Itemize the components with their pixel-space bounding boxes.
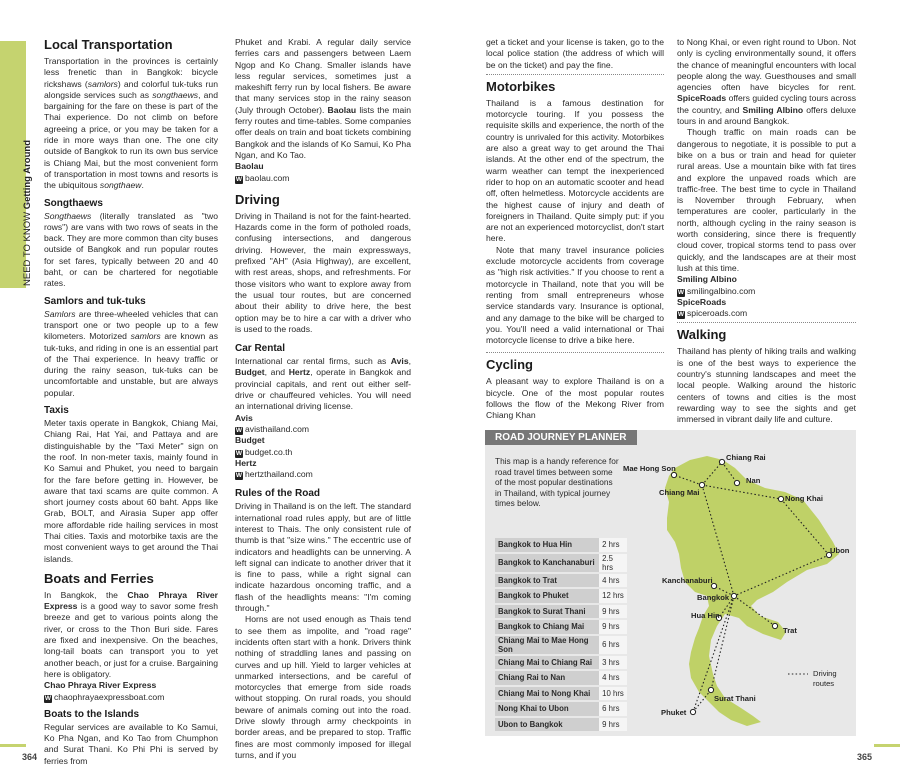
journey-route: Bangkok to Phuket (495, 588, 599, 604)
journey-row (495, 701, 627, 717)
section-divider (486, 74, 664, 75)
listing-avis-name: Avis (235, 412, 253, 423)
heading-cycling: Cycling (486, 357, 533, 373)
city-label-hua-hin: Hua Hin (691, 611, 720, 620)
listing-spiceroads-name: SpiceRoads (677, 296, 727, 307)
islands-paragraph: Regular services are available to Ko Samui, Ko Pha Ngan, and Ko Tao from Chumphon and Surat Thani. Ko Phi Phi is served by ferries from (44, 721, 218, 766)
heading-boats-ferries: Boats and Ferries (44, 570, 154, 586)
heading-taxis: Taxis (44, 405, 69, 417)
journey-time: 9 hrs (599, 619, 627, 635)
city-label-trat: Trat (783, 626, 797, 635)
page-marker-right (874, 744, 900, 747)
city-label-phuket: Phuket (661, 708, 687, 717)
listing-smiling-albino-name: Smiling Albino (677, 274, 737, 285)
journey-row (495, 686, 627, 702)
page-number-right: 365 (857, 752, 873, 762)
city-label-ubon: Ubon (830, 546, 850, 555)
journey-route: Bangkok to Hua Hin (495, 538, 599, 553)
journey-time: 3 hrs (599, 655, 627, 671)
journey-time: 2.5 hrs (599, 553, 627, 573)
heading-local-transportation: Local Transportation (44, 37, 173, 52)
listing-chao-phraya-name: Chao Phraya River Express (44, 680, 157, 691)
map-legend (788, 669, 837, 688)
taxis-paragraph: Meter taxis operate in Bangkok, Chiang Mai, Chiang Rai, Hat Yai, and Pattaya and are distinguishable by the "Taxi Meter" sign on the roof. In non-meter taxis, mainly found in Ko Samui and Phuket, you need to bargain for the fare before getting in. However, be aware that taxi scams are quite common. A short journey costs about 60 baht. Apps like Grab, BOLT, and Airasia Super app offer more affordable ride hailing services in most Thai cities. Taxis and motorbike taxis are the most convenient ways to get around the Thai islands. (44, 418, 218, 564)
journey-row (495, 573, 627, 589)
journey-time: 10 hrs (599, 686, 627, 702)
ferries-continued-paragraph: Phuket and Krabi. A regular daily service ferries cars and passengers between Laem Ngop and Ko Chang. Smaller islands have less regular services, sometimes just a makeshift ferry run by local fishers. Be aware that many services stop in the rainy season (July through October). Baolau lists the main ferry routes and time-tables. Some companies offer deals on train and boat tickets combining Bangkok and the islands of Ko Samui, Ko Pha Ngan, and Ko Tao. (235, 37, 411, 160)
web-icon: W (677, 311, 685, 319)
city-marker-trat (772, 623, 777, 628)
driving-continued-paragraph: get a ticket and your license is taken, go to the local police station (the address of which will be on the ticket) and pay the fine. (486, 37, 664, 70)
city-label-kanchanaburi: Kanchanaburi (662, 576, 713, 585)
listing-spiceroads-web[interactable]: W spiceroads.com (677, 308, 748, 319)
journey-time: 4 hrs (599, 573, 627, 589)
songthaews-paragraph: Songthaews (literally translated as "two rows") are vans with two rows of seats in the back. They are more common than city buses outside of Bangkok and run popular routes for set fares, typically between 20 and 40 baht, or can be chartered for negotiable rates. (44, 210, 218, 289)
city-label-nan: Nan (746, 476, 761, 485)
car-rental-paragraph: International car rental firms, such as Avis, Budget, and Hertz, operate in Bangkok and provincial capitals, and rent out either self-drive or chauffeured vehicles. You will need an international driving license. (235, 356, 411, 412)
city-marker-chiang-mai (699, 482, 704, 487)
city-label-bangkok: Bangkok (697, 593, 730, 602)
city-marker-mae-hong-son (671, 472, 676, 477)
road-journey-planner (485, 430, 856, 736)
journey-route: Bangkok to Kanchanaburi (495, 553, 599, 573)
section-divider (677, 322, 856, 323)
heading-samlors: Samlors and tuk-tuks (44, 295, 146, 307)
heading-driving: Driving (235, 191, 280, 207)
journey-time: 9 hrs (599, 604, 627, 620)
journey-route: Chiang Mai to Mae Hong Son (495, 635, 599, 655)
heading-motorbikes: Motorbikes (486, 78, 556, 94)
samlors-paragraph: Samlors are three-wheeled vehicles that can transport one or two people up to a few kilometers. Motorized samlors are known as tuk-tuks, and riding in one is an essential part of the Thai experience. In heavy traffic or during the rainy season, tuk-tuks can be uncomfortable and unstable, but are always popular. (44, 308, 218, 398)
legend-label-1: Driving (813, 669, 837, 678)
journey-time: 12 hrs (599, 588, 627, 604)
web-icon: W (235, 472, 243, 480)
journey-row (495, 670, 627, 686)
right-column-2 (677, 37, 856, 426)
web-icon: W (235, 449, 243, 457)
journey-route: Chiang Mai to Nong Khai (495, 686, 599, 702)
local-transport-paragraph: Transportation in the provinces is certainly less frenetic than in Bangkok: bicycle rickshaws (samlors) and colorful tuk-tuks run alongside services such as songthaews, and bargaining for the fare on these is part of the Thai experience. Do not climb on before agreeing a price, or you may be taken for a ride in more ways than one. The one city outside of Bangkok to run its own bus service is Chiang Mai, but the most convenient form of transportation in most towns and resorts is the ubiquitous songthaew. (44, 56, 218, 191)
page-number-left: 364 (22, 752, 38, 762)
listing-smiling-albino-web[interactable]: W smilingalbino.com (677, 285, 756, 296)
heading-songthaews: Songthaews (44, 197, 103, 209)
city-label-chiang-mai: Chiang Mai (659, 488, 700, 497)
rules-paragraph-1: Driving in Thailand is on the left. The standard international road rules apply, but are of little interest to Thais. The only consistent rule of thumb is that "size wins." The eccentric use of indicators and headlights can be unnerving. A left signal can indicate to another driver that it is fine to pass, while a right signal can indicate hazardous oncoming traffic, and a flash of the headlights means: "I'm coming through." (235, 501, 411, 614)
journey-row (495, 538, 627, 553)
journey-route: Nong Khai to Ubon (495, 701, 599, 717)
journey-route: Ubon to Bangkok (495, 717, 599, 733)
listing-baolau-name: Baolau (235, 161, 264, 172)
journey-row (495, 635, 627, 655)
journey-row (495, 604, 627, 620)
planner-title: ROAD JOURNEY PLANNER (485, 430, 637, 445)
cycling-paragraph: A pleasant way to explore Thailand is on a bicycle. One of the most popular routes follows the flow of the Mekong River from Chiang Khan (486, 376, 664, 421)
rules-paragraph-2: Horns are not used enough as Thais tend to see them as impolite, and "road rage" incidents often start with a honk. Drivers think nothing of straddling lanes and passing on curves and up hill. Yield to larger vehicles at unmarked intersections, and be careful of motorcycles that emerge from side roads without stopping. On rural roads, you should beware of animals coming out into the road. Drive slowly through army checkpoints in border areas, and be prepared to stop. Traffic fines are most commonly imposed for illegal turns, and if you (235, 614, 411, 760)
left-column-1 (44, 37, 218, 767)
journey-times-table (495, 538, 627, 733)
journey-row (495, 655, 627, 671)
planner-intro: This map is a handy reference for road travel times between some of the most popular destinations in Thailand, with typical journey times below. (495, 456, 619, 509)
city-label-nong-khai: Nong Khai (785, 494, 823, 503)
city-marker-nong-khai (778, 496, 783, 501)
heading-car-rental: Car Rental (235, 343, 286, 355)
web-icon: W (677, 288, 685, 296)
listing-avis-web[interactable]: W avisthailand.com (235, 423, 310, 434)
web-icon: W (235, 426, 243, 434)
journey-row (495, 588, 627, 604)
journey-route: Chiang Mai to Chiang Rai (495, 655, 599, 671)
city-label-mae-hong-son: Mae Hong Son (623, 464, 676, 473)
web-icon: W (44, 694, 52, 702)
boats-paragraph: In Bangkok, the Chao Phraya River Express is a good way to savor some fresh breeze and get to various points along the river, or cross to the Thon Buri side. Fares are fixed and inexpensive. On the beaches, long-tail boats can transport you to yet another beach, or just for a cruise. Bargaining here is obligatory. (44, 589, 218, 679)
listing-budget-name: Budget (235, 435, 265, 446)
journey-route: Chiang Rai to Nan (495, 670, 599, 686)
cycling-paragraph-2: Though traffic on main roads can be dangerous to negotiate, it is possible to put a bike on a bus or train and head for quieter rural areas. Use a mountain bike with fat tires and explore the unpaved roads which are traffic-free. The best time to cycle in Thailand is November through February, when temperatures are cooler, particularly in the north, although cycling in the rainy season is worth considering, since there is frequently cloud cover, tropical storms tend to pass over quickly, and the landscapes are at their most lush at this time. (677, 127, 856, 273)
journey-time: 6 hrs (599, 701, 627, 717)
cycling-continued-paragraph: to Nong Khai, or even right round to Ubon. Not only is cycling environmentally sound, it offers the chance of meaningful encounters with local people along the way. Guesthouses and small agencies often have bicycles for rent. SpiceRoads offers guided cycling tours across the country, and Smiling Albino offers deluxe tours in and around Bangkok. (677, 37, 856, 127)
walking-paragraph: Thailand has plenty of hiking trails and walking is one of the best ways to experience the country's stunning landscapes and meet the local people. Walking around the historic centers of towns and cities is the most rewarding way to see the sights and get immersed in vibrant daily life and culture. (677, 346, 856, 425)
journey-time: 6 hrs (599, 635, 627, 655)
listing-chao-phraya-web[interactable]: W chaophrayaexpressboat.com (44, 691, 165, 702)
city-marker-chiang-rai (719, 459, 724, 464)
motorbikes-paragraph-2: Note that many travel insurance policies exclude motorcycle accidents from coverage as "high risk activities." If you choose to rent a motorcycle in Thailand, note that you will be renting from small entrepreneurs whose service standards vary. Insurance is optional, and any damage to the bike will be charged to you. You'll need a valid international or Thai motorcycle license to drive a bike here. (486, 244, 664, 346)
legend-label-2: routes (813, 679, 835, 688)
heading-rules-of-road: Rules of the Road (235, 488, 321, 500)
heading-boats-islands: Boats to the Islands (44, 708, 140, 720)
listing-baolau-web[interactable]: W baolau.com (235, 172, 290, 183)
section-tab-label: NEED TO KNOW Getting Around (22, 139, 33, 286)
city-marker-phuket (690, 709, 695, 714)
journey-route: Bangkok to Surat Thani (495, 604, 599, 620)
right-column-1 (486, 37, 664, 422)
left-column-2 (235, 37, 411, 761)
motorbikes-paragraph-1: Thailand is a famous destination for motorcycle touring. If you possess the requisite skills and experience, the north of the country is unrivaled for this activity. Motorbikes are also a great way to get around the Thai islands. At the other end of the spectrum, the warm weather can tempt the inexperienced rider to hop on an automatic scooter and head off, often helmetless. Motorcycle accidents are the highest cause of injury and death of foreigners in Thailand. Quite simply put: if you are not an experienced motorcyclist, don't start here. (486, 97, 664, 244)
heading-walking: Walking (677, 327, 727, 343)
page-marker-left (0, 744, 26, 747)
journey-route: Bangkok to Chiang Mai (495, 619, 599, 635)
city-marker-bangkok (731, 593, 736, 598)
city-marker-nan (734, 480, 739, 485)
journey-time: 4 hrs (599, 670, 627, 686)
journey-route: Bangkok to Trat (495, 573, 599, 589)
city-label-chiang-rai: Chiang Rai (726, 453, 766, 462)
journey-row (495, 553, 627, 573)
journey-time: 9 hrs (599, 717, 627, 733)
section-divider (486, 352, 664, 353)
driving-paragraph: Driving in Thailand is not for the faint-hearted. Hazards come in the form of potholed roads, confusing intersections, and dangerous driving. However, the main expressways, prefixed "AH" (Asia Highway), are excellent, with rest areas, shops, and refreshments. For those visitors who want to explore away from the usual tour routes, but are concerned about their ability to drive here, the best option may be to hire a car with a driver who is used to the roads. (235, 210, 411, 334)
journey-row (495, 717, 627, 733)
listing-hertz-web[interactable]: W hertzthailand.com (235, 469, 313, 480)
journey-row (495, 619, 627, 635)
listing-hertz-name: Hertz (235, 457, 257, 468)
listing-budget-web[interactable]: W budget.co.th (235, 446, 293, 457)
city-label-surat-thani: Surat Thani (714, 694, 756, 703)
city-marker-surat-thani (708, 687, 713, 692)
web-icon: W (235, 175, 243, 183)
journey-time: 2 hrs (599, 538, 627, 553)
